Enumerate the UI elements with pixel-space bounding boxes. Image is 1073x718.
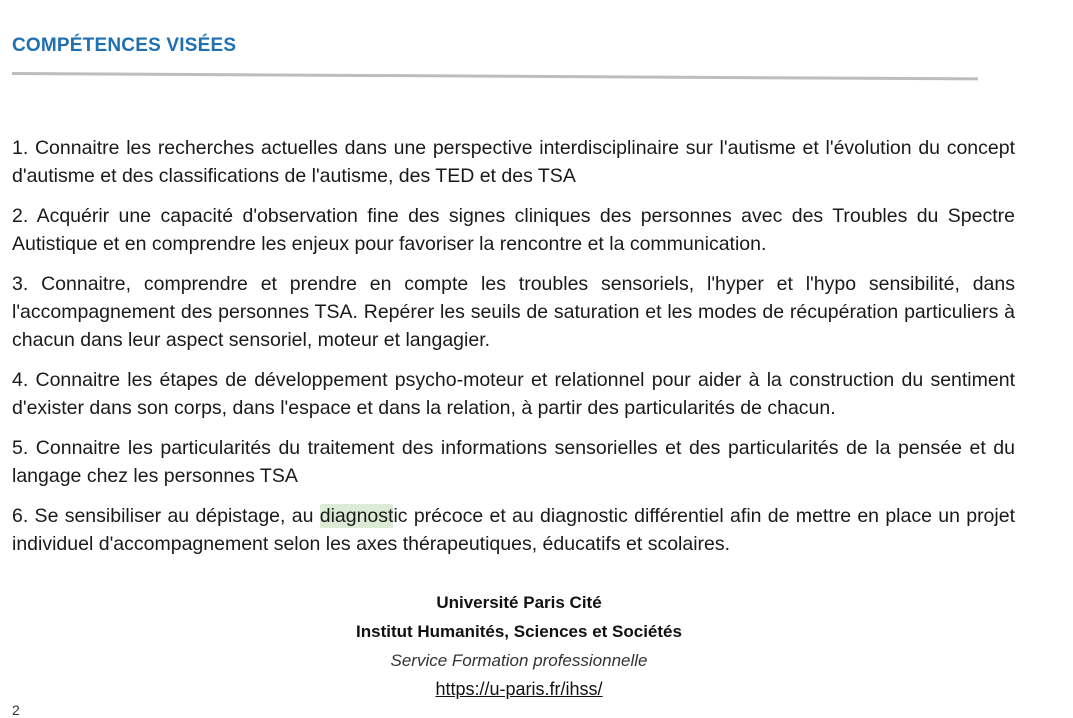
competence-item-2: 2. Acquérir une capacité d'observation fine des signes cliniques des personnes avec des Troubles du Spectre Autistique et en comprendre les enjeux pour favoriser la rencontre et la communication. xyxy=(12,205,1015,255)
competence-item-5: 5. Connaitre les particularités du traitement des informations sensorielles et des particularités de la pensée et du langage chez les personnes TSA xyxy=(12,437,1015,487)
competence-item-1: 1. Connaitre les recherches actuelles dans une perspective interdisciplinaire sur l'autisme et l'évolution du concept d'autisme et des classifications de l'autisme, des TED et des TSA xyxy=(12,137,1015,187)
competence-item-3: 3. Connaitre, comprendre et prendre en compte les troubles sensoriels, l'hyper et l'hypo sensibilité, dans l'accompagnement des personnes TSA. Repérer les seuils de saturation et les modes de récupération particuliers à chacun dans leur aspect sensoriel, moteur et langagier. xyxy=(12,273,1015,351)
competence-item-4: 4. Connaitre les étapes de développement psycho-moteur et relationnel pour aider à la construction du sentiment d'exister dans son corps, dans l'espace et dans la relation, à partir des particularités de chacun. xyxy=(12,369,1015,419)
university-name: Université Paris Cité xyxy=(436,593,602,612)
competences-list xyxy=(12,134,1015,570)
competence-item-6-end: ic précoce et au diagnostic différentiel afin de mettre en place un projet individuel d'accompagnement selon les axes thérapeutiques, éducatifs et scolaires. xyxy=(12,505,1015,555)
competence-item-6 xyxy=(12,502,1015,558)
document-footer xyxy=(0,588,1038,704)
competence-item-6-start: 6. Se sensibiliser au dépistage, au xyxy=(12,505,320,527)
service-name: Service Formation professionnelle xyxy=(390,651,648,670)
search-highlight[interactable]: diagnost xyxy=(319,505,394,527)
section-divider xyxy=(12,72,978,80)
institute-link[interactable]: https://u-paris.fr/ihss/ xyxy=(435,679,603,699)
institute-name: Institut Humanités, Sciences et Sociétés xyxy=(356,622,682,641)
page-number: 2 xyxy=(12,702,20,718)
section-title: COMPÉTENCES VISÉES xyxy=(12,35,237,56)
